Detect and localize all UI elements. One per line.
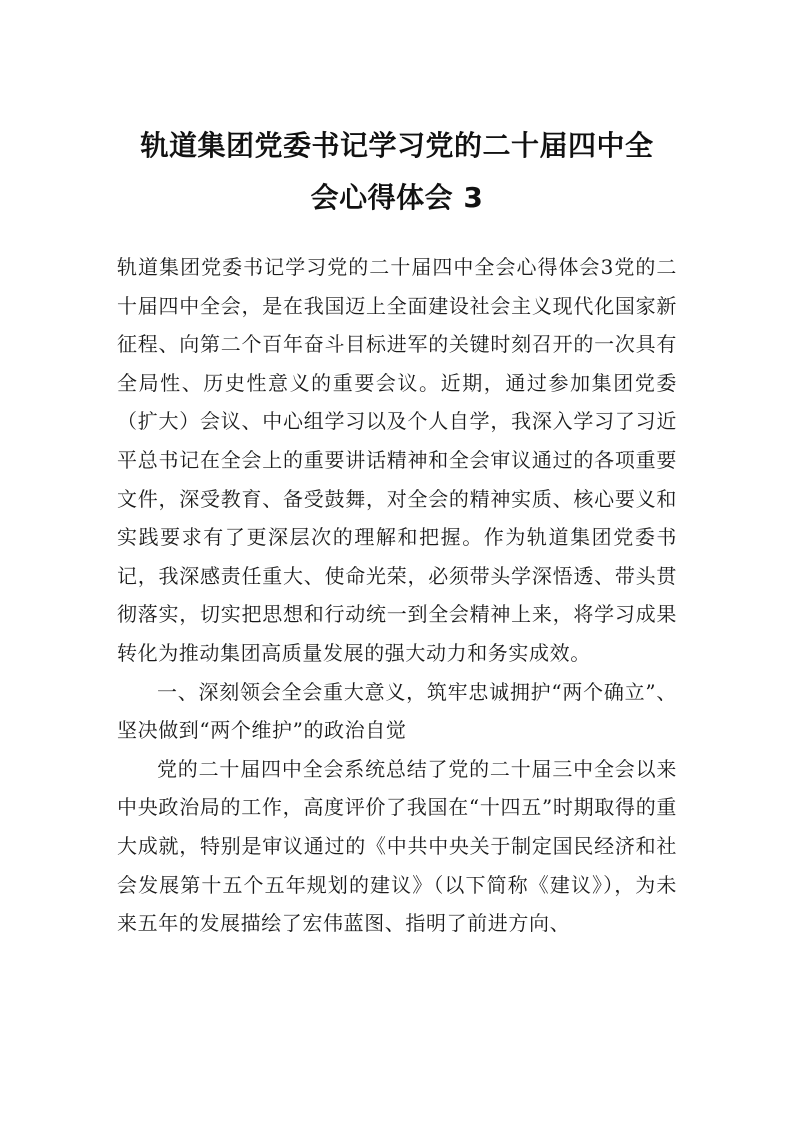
section-heading-1: 一、深刻领会全会重大意义，筑牢忠诚拥护“两个确立”、坚决做到“两个维护”的政治自觉 [117,679,677,743]
document-body [117,248,677,943]
body-paragraph: 党的二十届四中全会系统总结了党的二十届三中全会以来中央政治局的工作，高度评价了我国在“十四五”时期取得的重大成就，特别是审议通过的《中共中央关于制定国民经济和社会发展第十五个五年规划的建议》（以下简称《建议》），为未来五年的发展描绘了宏伟蓝图、指明了前进方向、 [117,756,677,936]
document-page [117,120,677,943]
document-title [117,120,677,224]
title-line-1: 轨道集团党委书记学习党的二十届四中全 [140,129,654,162]
intro-paragraph: 轨道集团党委书记学习党的二十届四中全会心得体会3党的二十届四中全会，是在我国迈上全面建设社会主义现代化国家新征程、向第二个百年奋斗目标进军的关键时刻召开的一次具有全局性、历史性意义的重要会议。近期，通过参加集团党委（扩大）会议、中心组学习以及个人自学，我深入学习了习近平总书记在全会上的重要讲话精神和全会审议通过的各项重要文件，深受教育、备受鼓舞，对全会的精神实质、核心要义和实践要求有了更深层次的理解和把握。作为轨道集团党委书记，我深感责任重大、使命光荣，必须带头学深悟透、带头贯彻落实，切实把思想和行动统一到全会精神上来，将学习成果转化为推动集团高质量发展的强大动力和务实成效。 [117,255,677,665]
title-line-2: 会心得体会 3 [310,181,484,214]
